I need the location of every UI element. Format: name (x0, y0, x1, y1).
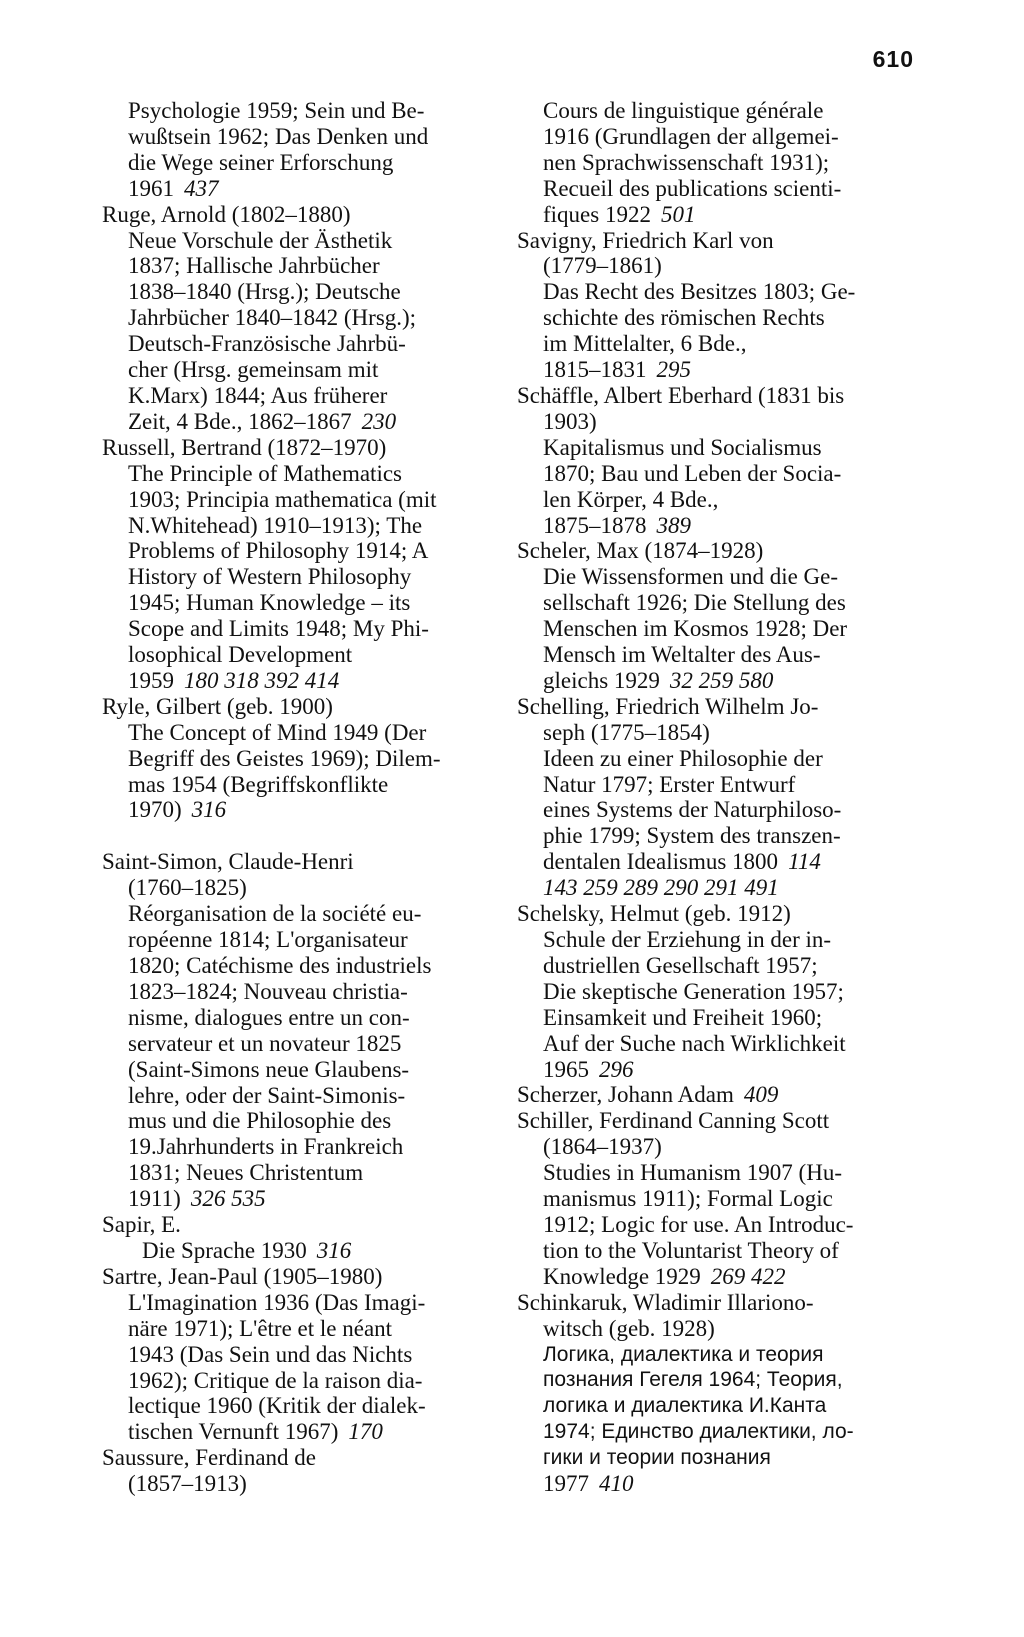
index-entry (102, 1445, 502, 1497)
page-references: 180 318 392 414 (184, 667, 340, 693)
page-references: 326 535 (190, 1186, 266, 1212)
page-references: 269 422 (710, 1263, 786, 1289)
page-references: 501 (660, 201, 696, 227)
entry-line: Mensch im Weltalter des Aus- (543, 642, 821, 668)
entry-line: Réorganisation de la société eu- (128, 901, 422, 927)
index-column-left (102, 98, 502, 1497)
entry-line: losophical Development (128, 642, 353, 668)
index-entry (517, 1082, 917, 1108)
index-entry (517, 1290, 917, 1497)
page-references: 316 (191, 797, 227, 823)
entry-line: Die Wissensformen und die Ge- (543, 564, 839, 590)
entry-line: (1864–1937) (543, 1134, 662, 1160)
entry-line: Kapitalismus und Socialismus (543, 434, 822, 460)
entry-line: Auf der Suche nach Wirklichkeit (543, 1030, 846, 1056)
entry-line: lehre, oder der Saint-Simonis- (128, 1082, 406, 1108)
entry-line: nen Sprachwissenschaft 1931); (543, 149, 830, 175)
index-entry (102, 98, 502, 202)
entry-line: 1943 (Das Sein und das Nichts (128, 1341, 413, 1367)
entry-line: Recueil des publications scienti- (543, 175, 842, 201)
entry-line: im Mittelalter, 6 Bde., (543, 331, 747, 357)
entry-line: Natur 1797; Erster Entwurf (543, 771, 796, 797)
entry-last-line: 1911) 326 535 (128, 1186, 266, 1212)
index-entry (102, 202, 502, 435)
page-references: 230 (361, 408, 397, 434)
entry-heading: Ryle, Gilbert (geb. 1900) (102, 693, 333, 719)
index-entry (102, 1264, 502, 1445)
entry-line: seph (1775–1854) (543, 719, 710, 745)
entry-line: Deutsch-Französische Jahrbü- (128, 331, 406, 357)
entry-line: len Körper, 4 Bde., (543, 486, 719, 512)
entry-last-line: 1970) 316 (128, 797, 227, 823)
entry-line: nisme, dialogues entre un con- (128, 1004, 410, 1030)
entry-line: (1779–1861) (543, 253, 662, 279)
entry-line: N.Whitehead) 1910–1913); The (128, 512, 423, 538)
entry-heading: Schinkaruk, Wladimir Illariono- (517, 1289, 814, 1315)
entry-line: cher (Hrsg. gemeinsam mit (128, 357, 379, 383)
entry-line: 1912; Logic for use. An Introduc- (543, 1211, 854, 1237)
entry-line: (1760–1825) (128, 875, 247, 901)
entry-last-line: tischen Vernunft 1967) 170 (128, 1419, 383, 1445)
entry-line: eines Systems der Naturphiloso- (543, 797, 842, 823)
entry-line: гики и теории познания (543, 1446, 771, 1470)
entry-line: логика и диалектика И.Канта (543, 1394, 827, 1418)
entry-line: The Concept of Mind 1949 (Der (128, 719, 427, 745)
entry-heading: Scherzer, Johann Adam 409 (517, 1082, 779, 1108)
page-references: 295 (656, 357, 691, 383)
index-entry (517, 98, 917, 228)
entry-line: Problems of Philosophy 1914; A (128, 538, 429, 564)
entry-line: mus und die Philosophie des (128, 1108, 392, 1134)
entry-line: Логика, диалектика и теория (543, 1342, 824, 1366)
entry-line: 1962); Critique de la raison dia- (128, 1367, 423, 1393)
page-references: 437 (184, 175, 219, 201)
index-entry (102, 1212, 502, 1264)
entry-line: 1916 (Grundlagen der allgemei- (543, 123, 839, 149)
entry-line: The Principle of Mathematics (128, 460, 403, 486)
entry-line: Cours de linguistique générale (543, 98, 824, 123)
index-entry (102, 435, 502, 694)
page-references: 114 (788, 849, 821, 875)
entry-line: servateur et un novateur 1825 (128, 1030, 402, 1056)
index-entry (517, 383, 917, 538)
index-entry (102, 694, 502, 824)
entry-line: Schule der Erziehung in der in- (543, 927, 832, 952)
entry-line: 1974; Единство диалектики, ло- (543, 1420, 854, 1444)
entry-heading: Sapir, E. (102, 1212, 181, 1238)
entry-line: Ideen zu einer Philosophie der (543, 745, 823, 771)
entry-line: History of Western Philosophy (128, 564, 412, 590)
entry-heading: Schäffle, Albert Eberhard (1831 bis (517, 382, 845, 408)
entry-line: Menschen im Kosmos 1928; Der (543, 616, 848, 642)
entry-line: phie 1799; System des transzen- (543, 823, 841, 849)
entry-heading: Savigny, Friedrich Karl von (517, 227, 774, 253)
entry-line: Das Recht des Besitzes 1803; Ge- (543, 279, 856, 305)
entry-line: dustriellen Gesellschaft 1957; (543, 952, 818, 978)
entry-line: 1820; Catéchisme des industriels (128, 953, 432, 978)
entry-line: Begriff des Geistes 1969); Dilem- (128, 745, 441, 771)
entry-line: Neue Vorschule der Ästhetik (128, 227, 393, 253)
page-number: 610 (872, 46, 914, 72)
page-references: 316 (316, 1237, 352, 1263)
entry-line: Scope and Limits 1948; My Phi- (128, 616, 429, 642)
entry-line: mas 1954 (Begriffskonflikte (128, 771, 389, 797)
index-column-right (517, 98, 917, 1497)
entry-line: Jahrbücher 1840–1842 (Hrsg.); (128, 305, 417, 331)
page-references: 389 (656, 512, 691, 538)
index-entry (102, 849, 502, 1212)
entry-last-line: 1961 437 (128, 175, 219, 201)
entry-line: 1903; Principia mathematica (mit (128, 486, 437, 512)
entry-last-line: 1875–1878 389 (543, 512, 691, 538)
index-entry (517, 228, 917, 383)
entry-line: (Saint-Simons neue Glaubens- (128, 1056, 410, 1082)
entry-line: Psychologie 1959; Sein und Be- (128, 98, 425, 123)
entry-line: K.Marx) 1844; Aus früherer (128, 382, 388, 408)
entry-last-line: 1959 180 318 392 414 (128, 667, 340, 693)
entry-line: 1903) (543, 408, 597, 434)
entry-line: sellschaft 1926; Die Stellung des (543, 590, 846, 616)
page-references: 170 (348, 1419, 383, 1445)
entry-line: познания Гегеля 1964; Теория, (543, 1368, 843, 1392)
entry-heading: Schelling, Friedrich Wilhelm Jo- (517, 693, 819, 719)
entry-line: witsch (geb. 1928) (543, 1315, 715, 1341)
index-entry (517, 901, 917, 1082)
entry-line: näre 1971); L'être et le néant (128, 1315, 393, 1341)
entry-line: 1870; Bau und Leben der Socia- (543, 460, 842, 486)
index-entry (517, 538, 917, 693)
entry-line: manismus 1911); Formal Logic (543, 1186, 833, 1212)
entry-line: ropéenne 1814; L'organisateur (128, 927, 408, 953)
entry-line: die Wege seiner Erforschung (128, 149, 394, 175)
entry-heading: Russell, Bertrand (1872–1970) (102, 434, 387, 460)
entry-line: schichte des römischen Rechts (543, 305, 825, 331)
entry-line: 1945; Human Knowledge – its (128, 590, 411, 616)
entry-line: tion to the Voluntarist Theory of (543, 1237, 839, 1263)
page-references: 32 259 580 (669, 667, 774, 693)
page-references: 409 (743, 1082, 779, 1108)
entry-line: 1823–1824; Nouveau christia- (128, 978, 408, 1004)
entry-line: wußtsein 1962; Das Denken und (128, 123, 429, 149)
entry-line: 1838–1840 (Hrsg.); Deutsche (128, 279, 401, 305)
entry-last-line: Knowledge 1929 269 422 (543, 1263, 786, 1289)
entry-line: lectique 1960 (Kritik der dialek- (128, 1393, 426, 1419)
entry-heading: Ruge, Arnold (1802–1880) (102, 201, 351, 227)
entry-heading: Saussure, Ferdinand de (102, 1445, 316, 1471)
entry-heading: Saint-Simon, Claude-Henri (102, 849, 354, 875)
entry-last-line: fiques 1922 501 (543, 201, 696, 227)
page-references: 296 (599, 1056, 634, 1082)
entry-last-line: (1857–1913) (128, 1471, 247, 1497)
entry-heading: Schiller, Ferdinand Canning Scott (517, 1108, 830, 1134)
entry-line: Einsamkeit und Freiheit 1960; (543, 1004, 823, 1030)
entry-heading: Schelsky, Helmut (geb. 1912) (517, 901, 791, 927)
entry-line: Die skeptische Generation 1957; (543, 978, 844, 1004)
entry-last-line: 1815–1831 295 (543, 357, 691, 383)
entry-last-line: Die Sprache 1930 316 (142, 1237, 352, 1263)
entry-heading: Sartre, Jean-Paul (1905–1980) (102, 1263, 383, 1289)
entry-last-line: 1965 296 (543, 1056, 634, 1082)
index-entry (517, 1108, 917, 1289)
entry-last-line: gleichs 1929 32 259 580 (543, 667, 774, 693)
entry-line: 19.Jahrhunderts in Frankreich (128, 1134, 404, 1160)
entry-line (517, 875, 917, 901)
entry-line: 1837; Hallische Jahrbücher (128, 253, 380, 279)
entry-line: Studies in Humanism 1907 (Hu- (543, 1160, 842, 1186)
entry-last-line: dentalen Idealismus 1800 114 (543, 849, 821, 875)
entry-last-line: 1977 410 (543, 1471, 634, 1497)
page-references: 143 259 289 290 291 491 (543, 875, 779, 901)
index-entry (517, 694, 917, 901)
entry-heading: Scheler, Max (1874–1928) (517, 538, 764, 564)
entry-last-line: Zeit, 4 Bde., 1862–1867 230 (128, 408, 397, 434)
entry-line: L'Imagination 1936 (Das Imagi- (128, 1289, 426, 1315)
page-references: 410 (599, 1471, 634, 1497)
entry-line: 1831; Neues Christentum (128, 1160, 364, 1186)
